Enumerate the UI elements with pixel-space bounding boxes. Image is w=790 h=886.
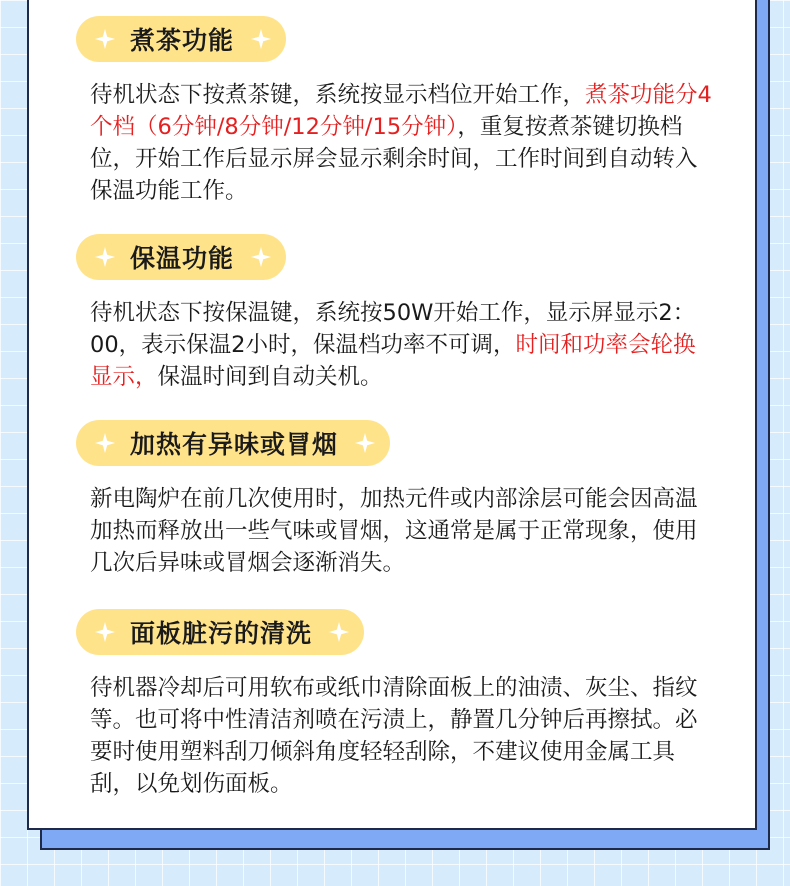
section-header-tea-function	[76, 16, 286, 62]
section-header-panel-cleaning	[76, 609, 364, 655]
sparkle-star-icon	[94, 621, 116, 643]
body-text: 待机器冷却后可用软布或纸巾清除面板上的油渍、灰尘、指纹等。也可将中性清洁剂喷在污渍上，静置几分钟后再擦拭。必要时使用塑料刮刀倾斜角度轻轻刮除，不建议使用金属工具刮，以免划伤面板。	[90, 675, 698, 797]
sparkle-star-icon	[250, 246, 272, 268]
body-text: 待机状态下按煮茶键，系统按显示档位开始工作，	[90, 82, 586, 108]
section-title: 煮茶功能	[130, 26, 235, 55]
body-text: ，重复按煮茶键切换档位，开始工作后显示屏会显示剩余时间，工作时间到自动转入保温功能工作。	[90, 114, 698, 204]
section-title: 加热有异味或冒烟	[130, 430, 339, 459]
sparkle-star-icon	[250, 28, 272, 50]
section-title: 保温功能	[130, 244, 235, 273]
section-body-keep-warm	[90, 297, 715, 393]
body-text: 保温时间到自动关机。	[157, 364, 383, 390]
section-header-keep-warm	[76, 234, 286, 280]
section-body-tea-function	[90, 79, 715, 207]
section-title: 面板脏污的清洗	[130, 619, 313, 648]
highlighted-text: 煮茶功能分4个档（6分钟/8分钟/12分钟/15分钟）	[90, 82, 712, 140]
highlighted-text: 时间和功率会轮换显示，	[90, 332, 696, 390]
sparkle-star-icon	[328, 621, 350, 643]
sparkle-star-icon	[94, 432, 116, 454]
sparkle-star-icon	[94, 246, 116, 268]
section-body-odor-smoke	[90, 483, 715, 579]
body-text: 待机状态下按保温键，系统按50W开始工作，显示屏显示2：00，表示保温2小时，保温档功率不可调，	[90, 300, 696, 358]
section-body-panel-cleaning	[90, 672, 715, 800]
body-text: 新电陶炉在前几次使用时，加热元件或内部涂层可能会因高温加热而释放出一些气味或冒烟，这通常是属于正常现象，使用几次后异味或冒烟会逐渐消失。	[90, 486, 698, 576]
sparkle-star-icon	[94, 28, 116, 50]
section-header-odor-smoke	[76, 420, 390, 466]
sparkle-star-icon	[354, 432, 376, 454]
